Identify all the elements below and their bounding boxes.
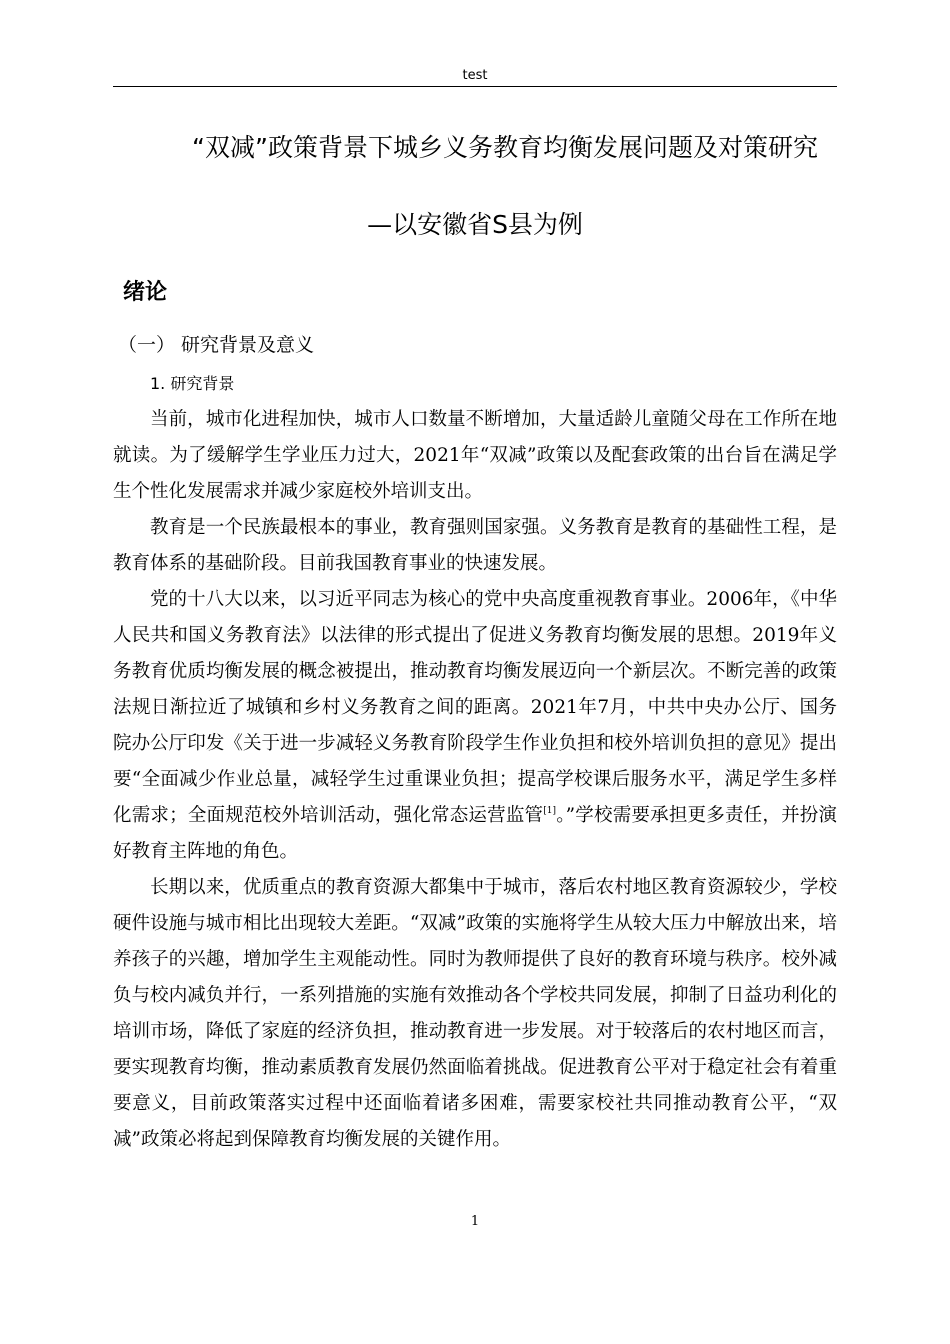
header-divider [113, 86, 837, 87]
subsection-heading: （一） 研究背景及意义 [118, 334, 315, 356]
paragraph-text: 。”学校需要承担更多责任，并扮演好教育主阵地的角色。 [113, 805, 837, 862]
paragraph [113, 582, 837, 870]
paragraph: 当前，城市化进程加快，城市人口数量不断增加，大量适龄儿童随父母在工作所在地就读。为了缓解学生学业压力过大，2021年“双减”政策以及配套政策的出台旨在满足学生个性化发展需求并减少家庭校外培训支出。 [113, 409, 837, 502]
page-number: 1 [470, 1214, 480, 1229]
paragraph: 长期以来，优质重点的教育资源大都集中于城市，落后农村地区教育资源较少，学校硬件设施与城市相比出现较大差距。“双减”政策的实施将学生从较大压力中解放出来，培养孩子的兴趣，增加学生主观能动性。同时为教师提供了良好的教育环境与秩序。校外减负与校内减负并行，一系列措施的实施有效推动各个学校共同发展，抑制了日益功利化的培训市场，降低了家庭的经济负担，推动教育进一步发展。对于较落后的农村地区而言，要实现教育均衡，推动素质教育发展仍然面临着挑战。促进教育公平对于稳定社会有着重要意义，目前政策落实过程中还面临着诸多困难，需要家校社共同推动教育公平，“双减”政策必将起到保障教育均衡发展的关键作用。 [113, 877, 837, 1150]
paragraph: 教育是一个民族最根本的事业，教育强则国家强。义务教育是教育的基础性工程，是教育体系的基础阶段。目前我国教育事业的快速发展。 [113, 517, 837, 574]
citation-ref[interactable]: [1] [543, 806, 556, 816]
body-text [113, 402, 837, 1158]
subsubsection-heading: 1. 研究背景 [150, 374, 235, 393]
page-header: test [462, 68, 488, 83]
document-title: “双减”政策背景下城乡义务教育均衡发展问题及对策研究 [192, 133, 818, 162]
section-heading: 绪论 [123, 280, 168, 305]
document-subtitle: —以安徽省S县为例 [367, 210, 583, 239]
paragraph-text: 党的十八大以来，以习近平同志为核心的党中央高度重视教育事业。2006年，《中华人民共和国义务教育法》以法律的形式提出了促进义务教育均衡发展的思想。2019年义务教育优质均衡发展的概念被提出，推动教育均衡发展迈向一个新层次。不断完善的政策法规日渐拉近了城镇和乡村义务教育之间的距离。2021年7月，中共中央办公厅、国务院办公厅印发《关于进一步减轻义务教育阶段学生作业负担和校外培训负担的意见》提出要“全面减少作业总量，减轻学生过重课业负担；提高学校课后服务水平，满足学生多样化需求；全面规范校外培训活动，强化常态运营监管 [113, 589, 837, 826]
